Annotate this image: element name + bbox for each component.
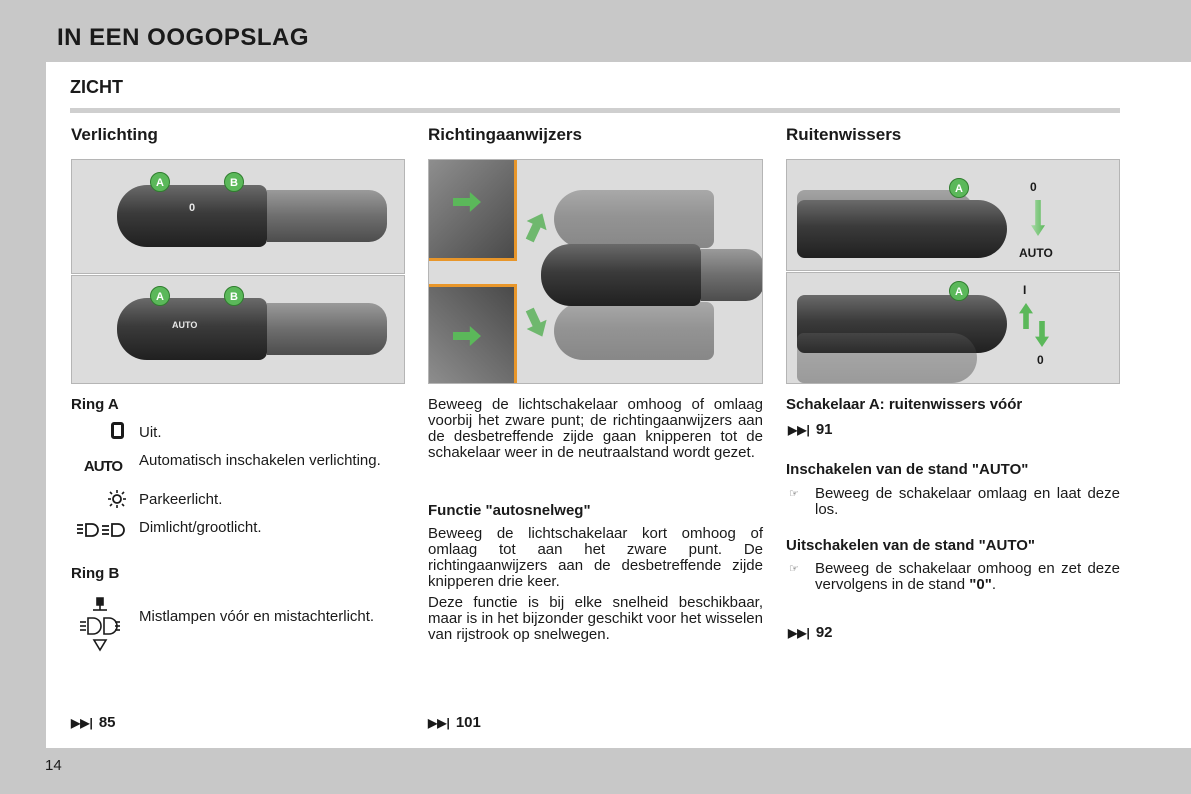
lighting-ref[interactable] <box>71 714 116 731</box>
up-arrow-icon <box>520 209 553 245</box>
wipers-ref-2-number: 92 <box>815 624 833 641</box>
ring-b-marker: B <box>224 172 244 192</box>
wiper-down-arrow-icon <box>1035 321 1049 347</box>
indicators-ref-number: 101 <box>455 714 481 731</box>
indicators-title: Richtingaanwijzers <box>428 125 582 144</box>
page-title: IN EEN OOGOPSLAG <box>57 24 310 51</box>
ring-a-marker: A <box>150 172 170 192</box>
auto-on-text: Beweeg de schakelaar omlaag en laat deze los. <box>815 485 1120 518</box>
ring-b-title: Ring B <box>71 565 120 582</box>
auto-off-title: Uitschakelen van de stand "AUTO" <box>786 537 1036 554</box>
pointing-hand-icon: ☞ <box>789 563 799 575</box>
auto-off-text-position: "0" <box>969 576 992 593</box>
wipers-ref-1[interactable] <box>788 421 833 438</box>
next-page-icon: ▶▶| <box>428 716 450 730</box>
auto-icon: AUTO <box>83 458 123 475</box>
wiper-up-arrow-icon <box>1019 303 1033 329</box>
page-header <box>0 0 1191 62</box>
wipers-image-bottom <box>786 272 1120 384</box>
ring-a-marker: A <box>150 286 170 306</box>
ring-a-item-parking: Parkeerlicht. <box>139 491 223 508</box>
auto-off-text-end: . <box>991 576 997 593</box>
fog-lamps-icon <box>78 596 122 659</box>
wiper-ring-a-marker: A <box>949 178 969 198</box>
indicators-ref[interactable] <box>428 714 481 731</box>
ring-a-item-beam: Dimlicht/grootlicht. <box>139 519 262 536</box>
lighting-image-bottom <box>71 275 405 384</box>
ring-a-title: Ring A <box>71 396 119 413</box>
section-divider <box>70 108 1120 113</box>
wipers-title: Ruitenwissers <box>786 125 902 144</box>
next-page-icon: ▶▶| <box>788 423 810 437</box>
wiper-auto-label: AUTO <box>1019 246 1053 260</box>
lighting-title: Verlichting <box>71 125 158 144</box>
wipers-ref-1-number: 91 <box>815 421 833 438</box>
next-page-icon: ▶▶| <box>788 626 810 640</box>
wiper-switch-title: Schakelaar A: ruitenwissers vóór <box>786 396 1023 413</box>
lighting-image-top <box>71 159 405 274</box>
dipped-main-beam-icon <box>74 521 129 544</box>
auto-label: AUTO <box>172 320 198 330</box>
auto-on-title: Inschakelen van de stand "AUTO" <box>786 461 1029 478</box>
auto-off-text-main: Beweeg de schakelaar omhoog en zet deze vervolgens in de stand <box>815 560 1120 593</box>
lighting-ref-number: 85 <box>98 714 116 731</box>
indicators-image <box>428 159 763 384</box>
ring-b-marker: B <box>224 286 244 306</box>
indicators-text-3: Deze functie is bij elke snelheid beschikbaar, maar is in het bijzonder geschikt voor het wisselen van rijstrook op snelwegen. <box>428 594 763 643</box>
motorway-function-title: Functie "autosnelweg" <box>428 502 591 519</box>
parking-light-icon <box>104 489 130 514</box>
wipers-image-top <box>786 159 1120 271</box>
ring-a-item-auto: Automatisch inschakelen verlichting. <box>139 452 381 469</box>
wiper-zero-bottom-label: 0 <box>1037 353 1044 367</box>
down-arrow-icon <box>520 305 553 341</box>
wiper-one-label: I <box>1023 283 1027 297</box>
ring-b-item-fog: Mistlampen vóór en mistachterlicht. <box>139 608 375 625</box>
page-number: 14 <box>45 757 62 774</box>
indicators-text-1: Beweeg de lichtschakelaar omhoog of omlaag voorbij het zware punt; de richtingaanwijzers aan de desbetreffende zijde gaan knipperen tot de schakelaar weer in de neutraalstand wordt gezet. <box>428 396 763 461</box>
wiper-ring-a-marker: A <box>949 281 969 301</box>
wiper-zero-label: 0 <box>1030 180 1037 194</box>
auto-off-text <box>815 561 1120 593</box>
pointing-hand-icon: ☞ <box>789 488 799 500</box>
zero-label: 0 <box>189 202 196 214</box>
section-title: ZICHT <box>70 77 123 97</box>
wiper-down-arrow-icon <box>1031 200 1045 236</box>
wipers-ref-2[interactable] <box>788 624 833 641</box>
ring-a-item-off: Uit. <box>139 424 162 441</box>
indicators-text-2: Beweeg de lichtschakelaar kort omhoog of omlaag tot aan het zware punt. De richtingaanwijzers aan de desbetreffende zijde knipperen drie keer. <box>428 525 763 590</box>
off-zero-icon <box>92 422 142 444</box>
next-page-icon: ▶▶| <box>71 716 93 730</box>
